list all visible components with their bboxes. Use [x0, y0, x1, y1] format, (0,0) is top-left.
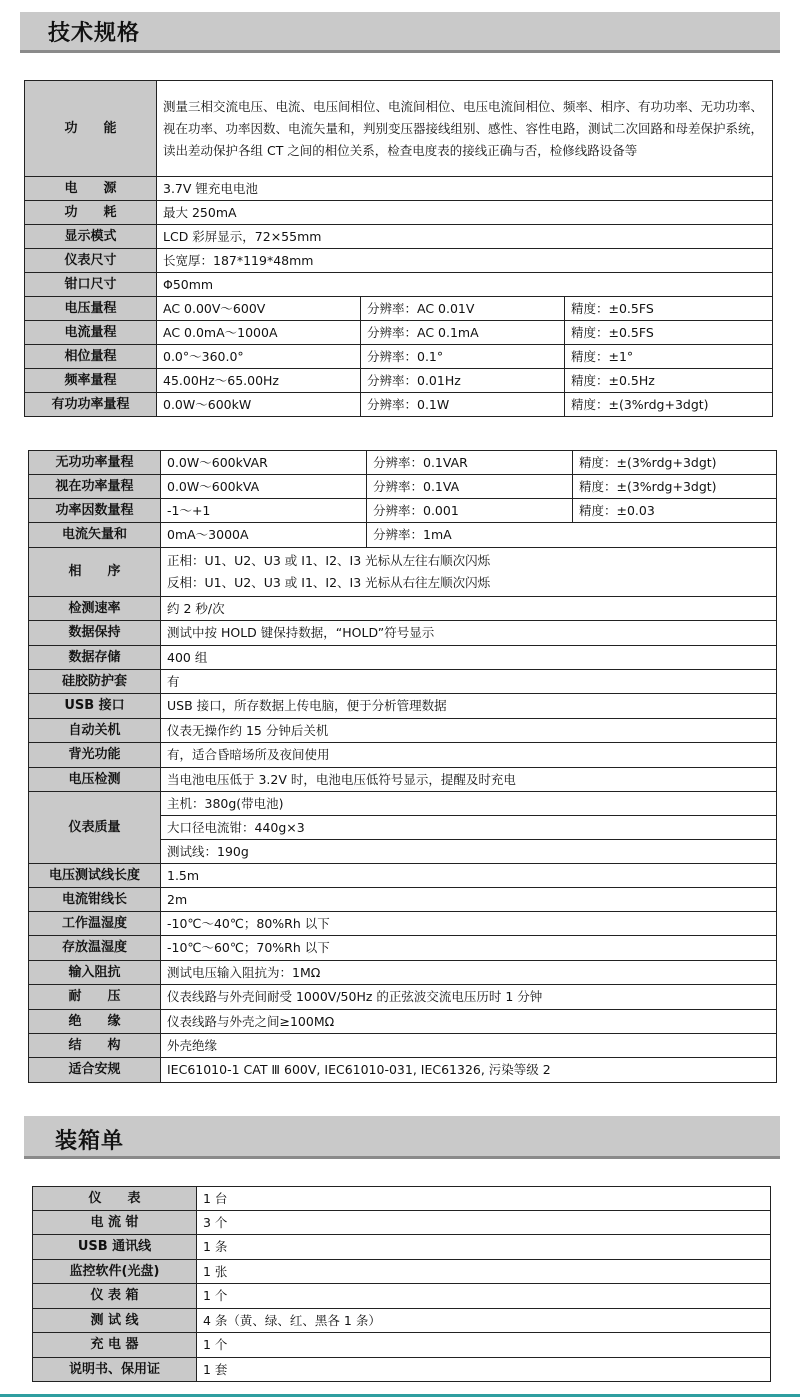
packing-item-label: 电 流 钳 [33, 1211, 197, 1235]
row-label: 电流矢量和 [29, 523, 161, 548]
row-value: 约 2 秒/次 [161, 597, 777, 621]
packing-item-qty: 4 条（黄、绿、红、黑各 1 条） [197, 1309, 771, 1333]
table-row [29, 936, 777, 961]
row-label: 适合安规 [29, 1058, 161, 1083]
range-cell: 0.0°～360.0° [157, 345, 361, 369]
resolution-cell: 分辨率：0.1VAR [367, 451, 573, 475]
row-value: 有，适合昏暗场所及夜间使用 [161, 743, 777, 768]
packing-list-table [32, 1186, 771, 1382]
row-label: 显示模式 [25, 225, 157, 249]
table-row [29, 523, 777, 548]
row-value: -10℃～60℃；70%Rh 以下 [161, 936, 777, 961]
range-cell: 45.00Hz～65.00Hz [157, 369, 361, 393]
packing-item-qty: 1 个 [197, 1284, 771, 1309]
row-label: 结 构 [29, 1034, 161, 1058]
row-value: 仪表线路与外壳之间≥100MΩ [161, 1010, 777, 1034]
table-row [29, 792, 777, 816]
row-value: USB 接口，所存数据上传电脑，便于分析管理数据 [161, 694, 777, 719]
section-header-packing [24, 1116, 780, 1159]
row-value: 外壳绝缘 [161, 1034, 777, 1058]
spec-table-1 [24, 80, 773, 417]
row-value: -10℃～40℃；80%Rh 以下 [161, 912, 777, 936]
table-row [33, 1333, 771, 1358]
packing-item-label: 说明书、保用证 [33, 1358, 197, 1382]
row-label: 耐 压 [29, 985, 161, 1010]
row-label: 无功功率量程 [29, 451, 161, 475]
function-description: 测量三相交流电压、电流、电压间相位、电流间相位、电压电流间相位、频率、相序、有功功率、无功功率、视在功率、功率因数、电流矢量和，判别变压器接线组别、感性、容性电路，测试二次回路和母差保护系统，读出差动保护各组 CT 之间的相位关系，检查电度表的接线正确与否，检修线路设备等 [157, 81, 773, 177]
packing-item-label: 监控软件(光盘) [33, 1260, 197, 1284]
row-label: 电压量程 [25, 297, 157, 321]
range-cell: 0mA～3000A [161, 523, 367, 548]
row-label: USB 接口 [29, 694, 161, 719]
table-row [29, 597, 777, 621]
row-value: 400 组 [161, 646, 777, 670]
row-label: 电压检测 [29, 768, 161, 792]
row-label: 电 源 [25, 177, 157, 201]
table-row [33, 1309, 771, 1333]
table-row [25, 369, 773, 393]
accuracy-cell: 精度：±1° [565, 345, 773, 369]
section-title-packing: 装箱单 [55, 1129, 125, 1154]
table-row [33, 1284, 771, 1309]
packing-item-qty: 3 个 [197, 1211, 771, 1235]
packing-item-label: 仪 表 [33, 1187, 197, 1211]
accuracy-cell: 精度：±0.03 [573, 499, 777, 523]
table-row [29, 1058, 777, 1083]
row-label: 工作温湿度 [29, 912, 161, 936]
row-label: 电流量程 [25, 321, 157, 345]
table-row [25, 81, 773, 177]
table-row [29, 499, 777, 523]
table-row [29, 1010, 777, 1034]
table-row [25, 297, 773, 321]
table-row [25, 177, 773, 201]
table-row [25, 345, 773, 369]
row-value: 测试电压输入阻抗为：1MΩ [161, 961, 777, 985]
row-value: 最大 250mA [157, 201, 773, 225]
packing-item-qty: 1 台 [197, 1187, 771, 1211]
row-value: Φ50mm [157, 273, 773, 297]
packing-item-qty: 1 套 [197, 1358, 771, 1382]
row-label: 绝 缘 [29, 1010, 161, 1034]
table-row [29, 475, 777, 499]
accuracy-cell: 精度：±(3%rdg+3dgt) [573, 451, 777, 475]
row-label: 钳口尺寸 [25, 273, 157, 297]
table-row [29, 888, 777, 912]
row-label: 数据保持 [29, 621, 161, 646]
table-row [33, 1260, 771, 1284]
table-row [33, 1211, 771, 1235]
table-row [29, 743, 777, 768]
resolution-cell: 分辨率：0.001 [367, 499, 573, 523]
row-value: 3.7V 锂充电电池 [157, 177, 773, 201]
row-label: 频率量程 [25, 369, 157, 393]
row-value: 测试中按 HOLD 键保持数据，“HOLD”符号显示 [161, 621, 777, 646]
row-label: 功率因数量程 [29, 499, 161, 523]
row-value: 当电池电压低于 3.2V 时，电池电压低符号显示，提醒及时充电 [161, 768, 777, 792]
row-label: 背光功能 [29, 743, 161, 768]
row-value: 1.5m [161, 864, 777, 888]
row-label: 输入阻抗 [29, 961, 161, 985]
table-row [33, 1358, 771, 1382]
table-row [33, 1187, 771, 1211]
table-row [29, 646, 777, 670]
table-row [29, 719, 777, 743]
packing-item-qty: 1 条 [197, 1235, 771, 1260]
table-row [33, 1235, 771, 1260]
row-value: LCD 彩屏显示，72×55mm [157, 225, 773, 249]
spec-table-2 [28, 450, 777, 1083]
range-cell: 0.0W～600kVA [161, 475, 367, 499]
row-label: 有功功率量程 [25, 393, 157, 417]
row-label: 相位量程 [25, 345, 157, 369]
table-row [25, 249, 773, 273]
weight-main-unit: 主机：380g(带电池) [161, 792, 777, 816]
row-label: 功 能 [25, 81, 157, 177]
packing-item-qty: 1 张 [197, 1260, 771, 1284]
table-row [29, 670, 777, 694]
table-row [29, 1034, 777, 1058]
row-label: 功 耗 [25, 201, 157, 225]
table-row [29, 548, 777, 597]
row-label: 自动关机 [29, 719, 161, 743]
resolution-cell: 分辨率：0.1W [361, 393, 565, 417]
accuracy-cell: 精度：±0.5Hz [565, 369, 773, 393]
row-value: 仪表无操作约 15 分钟后关机 [161, 719, 777, 743]
row-label: 检测速率 [29, 597, 161, 621]
weight-test-lead: 测试线：190g [161, 840, 777, 864]
resolution-cell: 分辨率：0.1° [361, 345, 565, 369]
resolution-cell: 分辨率：0.1VA [367, 475, 573, 499]
row-value: 长宽厚：187*119*48mm [157, 249, 773, 273]
phase-reverse-text: 反相：U1、U2、U3 或 I1、I2、I3 光标从右往左顺次闪烁 [167, 575, 491, 590]
accuracy-cell: 精度：±(3%rdg+3dgt) [573, 475, 777, 499]
table-row [29, 912, 777, 936]
table-row [29, 961, 777, 985]
range-cell: AC 0.0mA～1000A [157, 321, 361, 345]
accuracy-cell: 精度：±0.5FS [565, 297, 773, 321]
row-label: 电压测试线长度 [29, 864, 161, 888]
table-row [25, 321, 773, 345]
row-label: 视在功率量程 [29, 475, 161, 499]
resolution-cell: 分辨率：1mA [367, 523, 777, 548]
range-cell: -1～+1 [161, 499, 367, 523]
table-row [25, 393, 773, 417]
packing-item-qty: 1 个 [197, 1333, 771, 1358]
table-row [25, 201, 773, 225]
row-label: 仪表质量 [29, 792, 161, 864]
phase-sequence-cell [161, 548, 777, 597]
section-title-specs: 技术规格 [48, 21, 141, 46]
table-row [25, 273, 773, 297]
accuracy-cell: 精度：±(3%rdg+3dgt) [565, 393, 773, 417]
table-row [25, 225, 773, 249]
phase-forward-text: 正相：U1、U2、U3 或 I1、I2、I3 光标从左往右顺次闪烁 [167, 553, 491, 568]
row-value: 2m [161, 888, 777, 912]
resolution-cell: 分辨率：0.01Hz [361, 369, 565, 393]
row-label: 存放温湿度 [29, 936, 161, 961]
accuracy-cell: 精度：±0.5FS [565, 321, 773, 345]
row-label: 仪表尺寸 [25, 249, 157, 273]
row-label: 硅胶防护套 [29, 670, 161, 694]
resolution-cell: 分辨率：AC 0.1mA [361, 321, 565, 345]
row-label: 电流钳线长 [29, 888, 161, 912]
table-row [29, 694, 777, 719]
table-row [29, 768, 777, 792]
range-cell: AC 0.00V～600V [157, 297, 361, 321]
packing-item-label: USB 通讯线 [33, 1235, 197, 1260]
row-value: 有 [161, 670, 777, 694]
weight-clamp: 大口径电流钳：440g×3 [161, 816, 777, 840]
table-row [29, 621, 777, 646]
resolution-cell: 分辨率：AC 0.01V [361, 297, 565, 321]
table-row [29, 864, 777, 888]
row-label: 数据存储 [29, 646, 161, 670]
row-value: IEC61010-1 CAT Ⅲ 600V, IEC61010-031, IEC61326, 污染等级 2 [161, 1058, 777, 1083]
row-value: 仪表线路与外壳间耐受 1000V/50Hz 的正弦波交流电压历时 1 分钟 [161, 985, 777, 1010]
table-row [29, 451, 777, 475]
packing-item-label: 测 试 线 [33, 1309, 197, 1333]
bottom-divider [0, 1394, 800, 1397]
table-row [29, 985, 777, 1010]
row-label: 相 序 [29, 548, 161, 597]
packing-item-label: 仪 表 箱 [33, 1284, 197, 1309]
range-cell: 0.0W～600kVAR [161, 451, 367, 475]
range-cell: 0.0W～600kW [157, 393, 361, 417]
packing-item-label: 充 电 器 [33, 1333, 197, 1358]
